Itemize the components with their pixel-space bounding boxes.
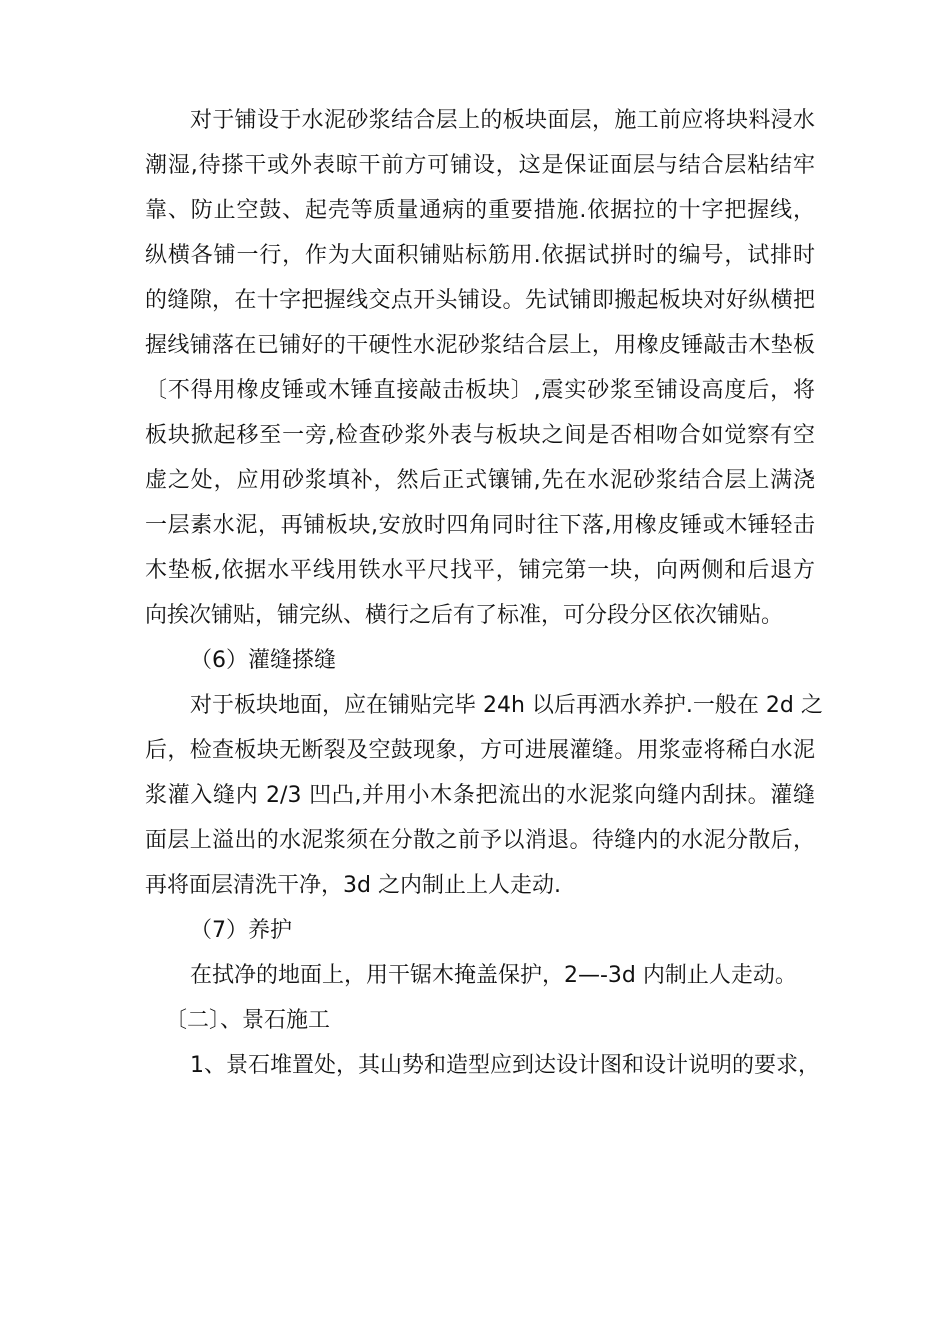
paragraph-2-line-1: 对于板块地面，应在铺贴完毕 24h 以后再洒水养护.一般在 2d 之 [190, 693, 823, 718]
paragraph-2-line-5: 再将面层清洗干净，3d 之内制止上人走动. [145, 873, 561, 898]
paragraph-1-line-9: 虚之处，应用砂浆填补，然后正式镶铺,先在水泥砂浆结合层上满浇 [145, 468, 815, 493]
paragraph-1-line-12: 向挨次铺贴，铺完纵、横行之后有了标准，可分段分区依次铺贴。 [145, 603, 784, 628]
paragraph-3: 在拭净的地面上，用干锯木掩盖保护，2—-3d 内制止人走动。 [190, 963, 797, 988]
heading-7: （7）养护 [190, 918, 292, 943]
paragraph-1-line-5: 的缝隙，在十字把握线交点开头铺设。先试铺即搬起板块对好纵横把 [145, 288, 815, 313]
paragraph-1-line-7: 〔不得用橡皮锤或木锤直接敲击板块〕,震实砂浆至铺设高度后，将 [145, 378, 815, 403]
paragraph-1-line-10: 一层素水泥，再铺板块,安放时四角同时往下落,用橡皮锤或木锤轻击 [145, 513, 815, 538]
paragraph-1-line-11: 木垫板,依据水平线用铁水平尺找平，铺完第一块，向两侧和后退方 [145, 558, 815, 583]
paragraph-1-line-2: 潮湿,待搽干或外表晾干前方可铺设，这是保证面层与结合层粘结牢 [145, 153, 815, 178]
section-2-heading: 〔二〕、景石施工 [165, 1008, 331, 1033]
paragraph-2-line-3: 浆灌入缝内 2/3 凹凸,并用小木条把流出的水泥浆向缝内刮抹。灌缝 [145, 783, 815, 808]
heading-6: （6）灌缝搽缝 [190, 648, 336, 673]
paragraph-2-line-4: 面层上溢出的水泥浆须在分散之前予以消退。待缝内的水泥分散后， [145, 828, 815, 853]
item-1: 1、景石堆置处，其山势和造型应到达设计图和设计说明的要求， [190, 1053, 820, 1078]
paragraph-1-line-4: 纵横各铺一行，作为大面积铺贴标筋用.依据试拼时的编号，试排时 [145, 243, 815, 268]
paragraph-1-line-8: 板块掀起移至一旁,检查砂浆外表与板块之间是否相吻合如觉察有空 [145, 423, 815, 448]
paragraph-2-line-2: 后，检查板块无断裂及空鼓现象，方可进展灌缝。用浆壶将稀白水泥 [145, 738, 815, 763]
paragraph-1-line-6: 握线铺落在已铺好的干硬性水泥砂浆结合层上，用橡皮锤敲击木垫板 [145, 333, 815, 358]
paragraph-1-line-3: 靠、防止空鼓、起壳等质量通病的重要措施.依据拉的十字把握线， [145, 198, 815, 223]
paragraph-1-line-1: 对于铺设于水泥砂浆结合层上的板块面层，施工前应将块料浸水 [190, 108, 815, 133]
